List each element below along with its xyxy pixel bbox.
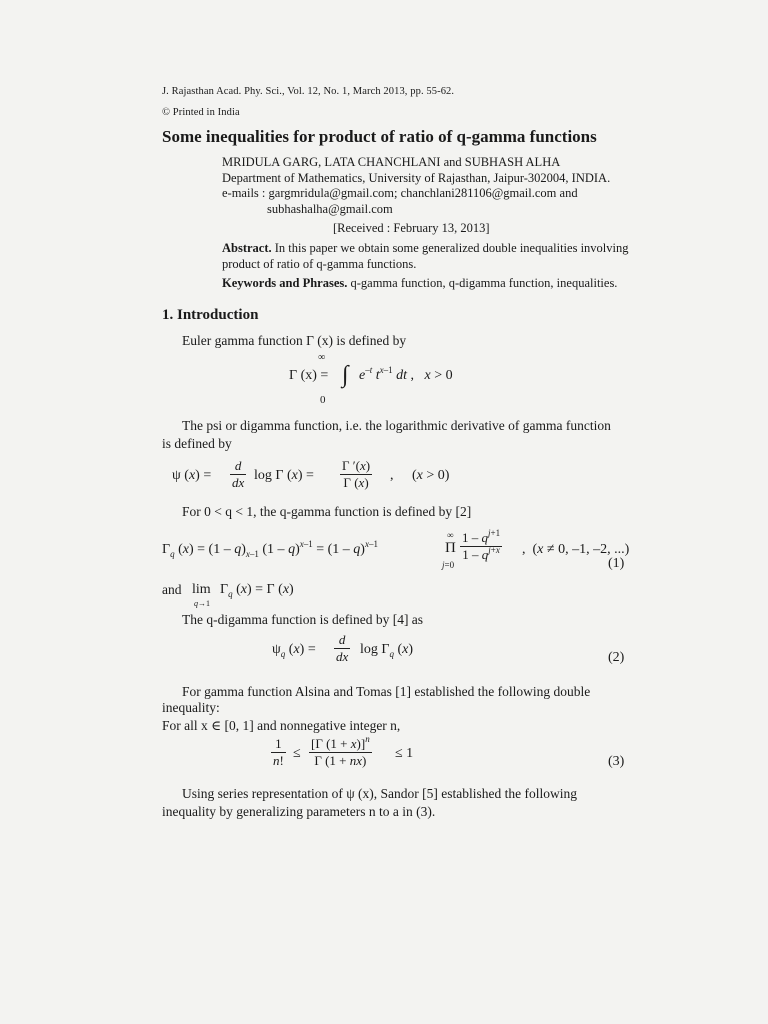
equation-q-gamma: $\Gamma_q$ $(x) = (1 - q)_{x-1}$ (1 – q)$^{x-1}$ = (1 – q)$^{x-1}$ ∞ Π j=0 $\frac{1 - q^{j+1}}{1 - q^{j+x}}$ , (x ≠ 0, –1, –2, ...): [162, 528, 630, 570]
and-label: and: [162, 582, 182, 597]
section-heading: 1. Introduction: [162, 307, 259, 323]
abstract-label: Abstract.: [222, 241, 272, 255]
para-q-gamma: For 0 < q < 1, the q-gamma function is defined by [2]: [182, 504, 472, 519]
abstract-text-1: In this paper we obtain some generalized double inequalities involving: [274, 241, 629, 255]
equation-number-2: (2): [608, 650, 625, 665]
keywords-label: Keywords and Phrases.: [222, 276, 348, 290]
authors: MRIDULA GARG, LATA CHANCHLANI and SUBHASH ALHA: [222, 155, 561, 169]
printed-in: © Printed in India: [162, 107, 240, 118]
journal-citation: J. Rajasthan Acad. Phy. Sci., Vol. 12, No. 1, March 2013, pp. 55-62.: [162, 86, 455, 97]
para-for-all: For all x ∈ [0, 1] and nonnegative integer n,: [162, 718, 401, 733]
equation-number-3: (3): [608, 754, 625, 769]
para-euler: Euler gamma function Γ (x) is defined by: [182, 333, 407, 348]
affiliation: Department of Mathematics, University of Rajasthan, Jaipur-302004, INDIA.: [222, 171, 611, 185]
paper-title: Some inequalities for product of ratio of q-gamma functions: [162, 127, 597, 146]
abstract-line-1: [222, 241, 629, 256]
equation-psi: ψ (x) = $\frac{d}{dx}$ log Γ (x) = $\frac{\Gamma '(x)}{\Gamma (x)}$ , (x > 0): [172, 458, 450, 490]
para-sandor-line-2: inequality by generalizing parameters n to a in (3).: [162, 804, 436, 819]
para-alsina-line-2: inequality:: [162, 700, 220, 715]
abstract-line-2: product of ratio of q-gamma functions.: [222, 257, 417, 271]
para-digamma-line-1: The psi or digamma function, i.e. the logarithmic derivative of gamma function: [182, 418, 611, 433]
equation-gamma-integral: ∞ Γ (x) = ∫ $e^{-t}$ $t^{x-1}$ dt , x > 0 0: [289, 352, 453, 406]
para-q-digamma: The q-digamma function is defined by [4] as: [182, 612, 424, 627]
equation-double-inequality: $\frac{1}{n!}$ ≤ $\frac{[\Gamma (1 + x)]^n}{\Gamma (1 + nx)}$ ≤ 1: [273, 734, 414, 768]
para-alsina-line-1: For gamma function Alsina and Tomas [1] established the following double: [182, 684, 591, 699]
para-sandor-line-1: Using series representation of ψ (x), Sandor [5] established the following: [182, 786, 577, 801]
equation-limit: lim q→1 $\Gamma_q$ (x) = Γ (x): [192, 582, 294, 608]
equation-number-1: (1): [608, 556, 625, 571]
para-digamma-line-2: is defined by: [162, 436, 232, 451]
keywords-line: [222, 276, 617, 291]
received-date: [Received : February 13, 2013]: [333, 221, 490, 235]
keywords-text: q-gamma function, q-digamma function, inequalities.: [350, 276, 618, 290]
equation-q-digamma: $\psi_q$ (x) = $\frac{d}{dx}$ $\log \Gamma_q$ (x): [272, 632, 414, 664]
emails-line-1: e-mails : gargmridula@gmail.com; chanchlani281106@gmail.com and: [222, 186, 578, 200]
emails-line-2: subhashalha@gmail.com: [267, 202, 393, 216]
